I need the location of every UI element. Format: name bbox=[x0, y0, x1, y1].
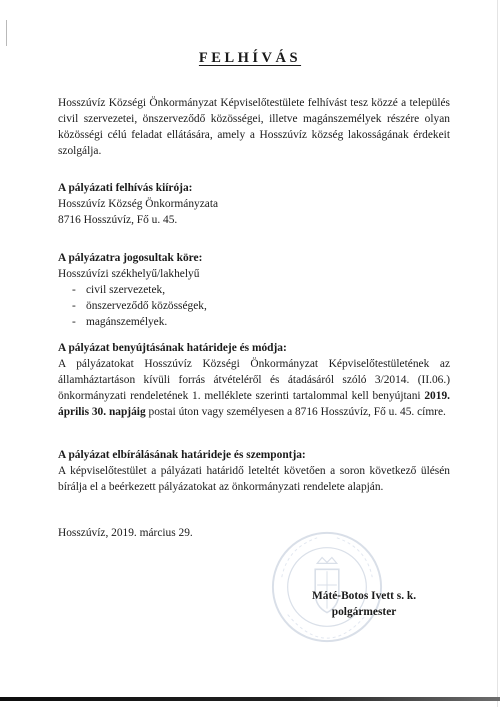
issuer-name: Hosszúvíz Község Önkormányzata bbox=[58, 198, 219, 210]
evaluation-heading: A pályázat elbírálásának határideje és szempontja: bbox=[58, 449, 306, 461]
eligible-section bbox=[58, 250, 450, 330]
list-item: - önszerveződő közösségek, bbox=[58, 298, 450, 314]
eligible-list bbox=[58, 282, 450, 330]
signature-block bbox=[312, 588, 416, 620]
evaluation-paragraph: A képviselőtestület a pályázati határidő leteltét követően a soron következő ülésén bírálja el a beérkezett pályázatokat az önkormányzati rendelete alapján. bbox=[58, 465, 450, 493]
evaluation-section bbox=[58, 447, 450, 495]
list-item: - magánszemélyek. bbox=[58, 314, 450, 330]
official-seal-stamp bbox=[268, 528, 386, 646]
document-title: FELHÍVÁS bbox=[198, 50, 302, 66]
deadline-section bbox=[58, 340, 450, 420]
intro-paragraph: Hosszúvíz Községi Önkormányzat Képviselőtestülete felhívást tesz közzé a település civil szervezetei, önszerveződő közösségei, illetve magánszemélyek részére olyan közösségi célú feladat ellátására, amely a Hosszúvíz község lakosságának érdekeit szolgálja. bbox=[58, 97, 450, 157]
signer-title: polgármester bbox=[331, 606, 397, 618]
deadline-date: 2019. április 30. napjáig bbox=[58, 390, 450, 418]
scan-edge-mark bbox=[6, 20, 7, 46]
eligible-intro: Hosszúvízi székhelyű/lakhelyű bbox=[58, 268, 200, 280]
deadline-heading: A pályázat benyújtásának határideje és módja: bbox=[58, 342, 287, 354]
issuer-heading: A pályázati felhívás kiírója: bbox=[58, 182, 193, 194]
deadline-text-before: A pályázatokat Hosszúvíz Községi Önkormányzat Képviselőtestületének az államháztartáson kívüli forrás átvételéről és átadásáról szóló 3/2014. (II.06.) önkormányzati rendeletének 1. melléklete szerinti tartalommal kell benyújtani bbox=[58, 358, 450, 402]
issuer-address: 8716 Hosszúvíz, Fő u. 45. bbox=[58, 214, 178, 226]
deadline-text-after: postai úton vagy személyesen a 8716 Hosszúvíz, Fő u. 45. címre. bbox=[145, 406, 446, 418]
eligible-heading: A pályázatra jogosultak köre: bbox=[58, 252, 203, 264]
scan-right-edge bbox=[497, 0, 498, 707]
list-item: - civil szervezetek, bbox=[58, 282, 450, 298]
issuer-section bbox=[58, 180, 450, 228]
signer-name: Máté-Botos Ivett s. k. bbox=[312, 590, 417, 602]
deadline-paragraph bbox=[58, 356, 450, 420]
scan-bottom-bar bbox=[0, 697, 500, 701]
date-line: Hosszúvíz, 2019. március 29. bbox=[58, 527, 193, 539]
